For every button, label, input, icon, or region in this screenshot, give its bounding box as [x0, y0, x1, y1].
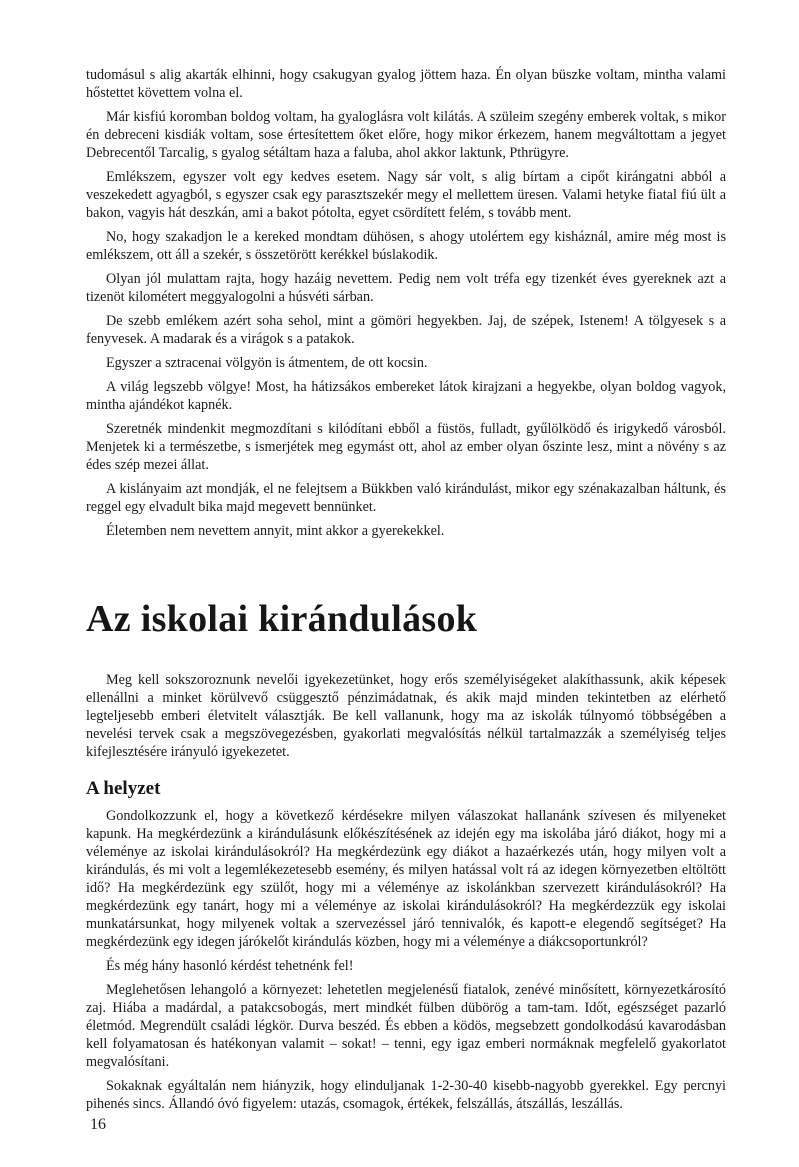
- intro-paragraph: Szeretnék mindenkit megmozdítani s kilódítani ebből a füstös, fulladt, gyűlölködő és irigykedő városból. Menjetek ki a természetbe, s ismerjétek meg egymást ott, ahol az ember olyan őszinte lesz, mint a növény s az édes szép mezei állat.: [86, 421, 726, 473]
- intro-paragraph: A kislányaim azt mondják, el ne felejtsem a Bükkben való kirándulást, mikor egy szénakazalban háltunk, és reggel egy elvadult bika majd megevett bennünket.: [86, 481, 726, 515]
- page-body: [86, 66, 726, 1119]
- intro-paragraph: Már kisfiú koromban boldog voltam, ha gyaloglásra volt kilátás. A szüleim szegény emberek voltak, s mikor én debreceni kisdiák voltam, sose értesítettem őket előre, hogy mikor érkezem, hanem megváltottam a jegyet Debrecentől Tarcalig, s gyalog sétáltam haza a faluba, ahol akkor laktunk, Pthrügyre.: [86, 109, 726, 161]
- section-heading: A helyzet: [86, 778, 161, 799]
- intro-paragraph: Életemben nem nevettem annyit, mint akkor a gyerekekkel.: [106, 523, 445, 539]
- page-number: 16: [90, 1116, 106, 1133]
- intro-paragraph: No, hogy szakadjon le a kereked mondtam dühösen, s ahogy utolértem egy kisháznál, amire még most is emlékszem, ott áll a szekér, s összetörött kerékkel búslakodik.: [86, 229, 726, 263]
- chapter-title: Az iskolai kirándulások: [86, 598, 478, 640]
- section-paragraph: Sokaknak egyáltalán nem hiányzik, hogy elinduljanak 1-2-30-40 kisebb-nagyobb gyerekkel. Egy percnyi pihenés sincs. Állandó óvó figyelem: utazás, csomagok, értékek, felszállás, átszállás, leszállás.: [86, 1078, 726, 1112]
- intro-paragraph: Egyszer a sztracenai völgyön is átmentem, de ott kocsin.: [106, 355, 428, 371]
- intro-paragraph: De szebb emlékem azért soha sehol, mint a gömöri hegyekben. Jaj, de szépek, Istenem! A tölgyesek s a fenyvesek. A madarak és a virágok s a patakok.: [86, 313, 726, 347]
- intro-paragraph: Olyan jól mulattam rajta, hogy hazáig nevettem. Pedig nem volt tréfa egy tizenkét éves gyereknek azt a tizenöt kilométert meggyalogolni a húsvéti sárban.: [86, 271, 726, 305]
- intro-paragraph: tudomásul s alig akarták elhinni, hogy csakugyan gyalog jöttem haza. Én olyan büszke voltam, mintha valami hőstettet követtem volna el.: [86, 67, 726, 101]
- section-paragraph: Gondolkozzunk el, hogy a következő kérdésekre milyen válaszokat hallanánk szívesen és milyeneket kapunk. Ha megkérdezünk a kirándulásunk előkészítésének az idején egy ma iskolába járó diákot, hogy mi a véleménye az iskolai kirándulásokról? Ha megkérdezünk egy diákot a hazaérkezés után, hogy milyen volt a kirándulás, és mi volt a legemlékezetesebb esemény, és milyen hatással volt rá az idegen környezetben eltöltött idő? Ha megkérdezünk egy szülőt, hogy mi a véleménye az iskolánkban szervezett kirándulásokról? Ha megkérdezünk egy tanárt, hogy mi a véleménye az iskolai kirándulásokról? Ha megkérdezzük egy iskolai munkatársunkat, hogy milyenek voltak a szervezéssel járó tennivalók, és kapott-e elegendő segítséget? Ha megkérdezünk egy idegen járókelőt kirándulás közben, hogy mi a véleménye a diákcsoportunkról?: [86, 808, 726, 950]
- section-paragraph: Meglehetősen lehangoló a környezet: lehetetlen megjelenésű fiatalok, zenévé minősített, környezetkárosító zaj. Hiába a madárdal, a patakcsobogás, mert mindkét fülben dübörög a tam-tam. Időt, egészséget pazarló életmód. Megrendült családi légkör. Durva beszéd. És ebben a ködös, megsebzett gondolkodású kavarodásban kell folyamatosan és hatékonyan valamit – sokat! – tenni, egy igaz emberi normáknak megfelelő gyakorlatot megvalósítani.: [86, 982, 726, 1070]
- section-paragraph: És még hány hasonló kérdést tehetnénk fel!: [106, 958, 354, 974]
- chapter-intro-paragraph: Meg kell sokszoroznunk nevelői igyekezetünket, hogy erős személyiségeket alakíthassunk, akik képesek ellenállni a minket körülvevő csüggesztő pénzimádatnak, és akik majd minden tekintetben az elérhető legteljesebb emberi életvitelt választják. Be kell vallanunk, hogy ma az iskolák túlnyomó többségében a nevelési tervek csak a megszövegezésben, gyakorlati megvalósítás nélkül tartalmazzák a személyiség teljes kifejlesztésére irányuló igyekezetet.: [86, 672, 726, 760]
- intro-paragraph: A világ legszebb völgye! Most, ha hátizsákos embereket látok kirajzani a hegyekbe, olyan boldog vagyok, mintha ajándékot kapnék.: [86, 379, 726, 413]
- intro-paragraph: Emlékszem, egyszer volt egy kedves esetem. Nagy sár volt, s alig bírtam a cipőt kirángatni abból a veszekedett agyagból, s egyszer csak egy parasztszekér megy el mellettem üresen. Valami hetyke fiatal fiú ült a bakon, vagyis hát deszkán, ami a bakot pótolta, egyet csördített felém, s tovább ment.: [86, 169, 726, 221]
